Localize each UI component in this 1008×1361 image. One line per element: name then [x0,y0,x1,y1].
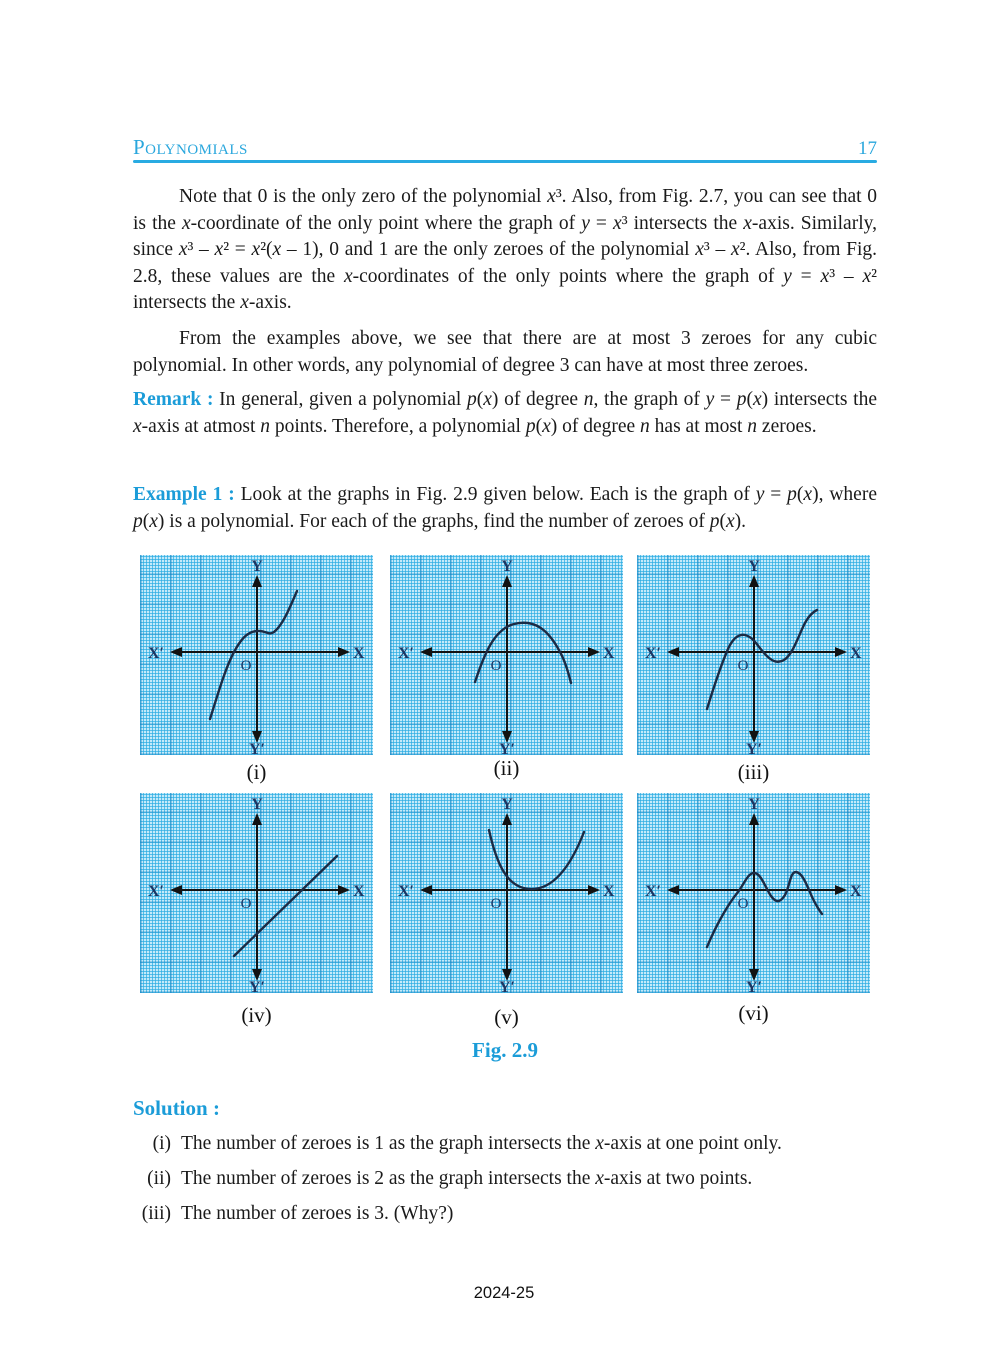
arrow-right-icon [338,885,350,895]
paragraph-example [133,482,877,535]
x-neg-label: X′ [645,883,662,900]
arrow-right-icon [835,647,847,657]
arrow-left-icon [170,647,182,657]
x-neg-label: X′ [148,645,165,662]
paragraph-intro-1: Note that 0 is the only zero of the polynomial x³. Also, from Fig. 2.7, you can see that 0 is the x-coordinate of the only point where the graph of y = x³ intersects the x-axis. Similarly, since x³ – x² = x²(x – 1), 0 and 1 are the only zeroes of the polynomial x³ – x². Also, from Fig. 2.8, these values are the x-coordinates of the only points where the graph of y = x³ – x² intersects the x-axis. [133,186,878,313]
solution-item [133,1201,893,1227]
y-pos-label: Y [501,796,513,813]
graph-caption-i: (i) [246,760,267,784]
curve-path [707,872,822,947]
arrow-right-icon [835,885,847,895]
x-neg-label: X′ [398,645,415,662]
graph-v [390,793,623,993]
solution-item-text: The number of zeroes is 3. (Why?) [181,1203,454,1224]
origin-label: O [737,896,749,912]
arrow-left-icon [667,647,679,657]
figure-caption: Fig. 2.9 [472,1038,538,1062]
y-pos-label: Y [748,558,760,575]
graph-iv [140,793,373,993]
paragraph-intro-2: From the examples above, we see that there are at most 3 zeroes for any cubic polynomial. In other words, any polynomial of degree 3 can have at most three zeroes. [133,328,877,376]
solution-label: Solution : [133,1096,220,1120]
x-neg-label: X′ [148,883,165,900]
arrow-left-icon [420,885,432,895]
origin-label: O [240,896,252,912]
x-pos-label: X [603,883,615,900]
x-pos-label: X [353,645,365,662]
footer-session-year: 2024-25 [473,1284,535,1302]
x-pos-label: X [353,883,365,900]
graph-ii [390,555,623,755]
page-number: 17 [858,138,877,159]
y-neg-label: Y′ [745,979,763,993]
graph-vi [637,793,870,993]
curve-path [489,830,584,889]
chapter-title: Polynomials [133,135,248,159]
solution-item [133,1166,893,1192]
origin-label: O [240,658,252,674]
y-pos-label: Y [251,796,263,813]
paragraph-remark [133,387,877,440]
arrow-left-icon [667,885,679,895]
x-neg-label: X′ [645,645,662,662]
solution-item-text: The number of zeroes is 1 as the graph intersects the x-axis at one point only. [181,1133,782,1154]
graph-caption-ii: (ii) [493,756,520,780]
y-pos-label: Y [501,558,513,575]
arrow-left-icon [420,647,432,657]
x-pos-label: X [850,645,862,662]
solution-item-number: (iii) [141,1203,171,1224]
arrow-up-icon [502,575,512,587]
arrow-up-icon [252,575,262,587]
solution-item [133,1131,893,1157]
arrow-right-icon [588,647,600,657]
y-pos-label: Y [251,558,263,575]
y-neg-label: Y′ [248,979,266,993]
arrow-up-icon [252,813,262,825]
arrow-up-icon [749,575,759,587]
page-header [133,135,877,160]
example-text: Look at the graphs in Fig. 2.9 given below. Each is the graph of y = p(x), where p(x) is a polynomial. For each of the graphs, find the number of zeroes of p(x). [133,484,877,532]
x-pos-label: X [603,645,615,662]
graph-caption-vi: (vi) [738,1001,769,1025]
x-neg-label: X′ [398,883,415,900]
origin-label: O [737,658,749,674]
solution-item-text: The number of zeroes is 2 as the graph intersects the x-axis at two points. [181,1168,753,1189]
arrow-left-icon [170,885,182,895]
arrow-right-icon [338,647,350,657]
graph-i [140,555,373,755]
y-neg-label: Y′ [248,741,266,755]
arrow-right-icon [588,885,600,895]
curve-path [210,591,297,719]
graph-caption-iv: (iv) [241,1003,272,1027]
solution-item-number: (i) [152,1133,171,1154]
arrow-up-icon [749,813,759,825]
graph-caption-iii: (iii) [737,760,770,784]
origin-label: O [490,658,502,674]
graph-iii [637,555,870,755]
x-pos-label: X [850,883,862,900]
header-rule [133,160,877,163]
y-neg-label: Y′ [745,741,763,755]
origin-label: O [490,896,502,912]
graph-caption-v: (v) [494,1005,519,1029]
y-neg-label: Y′ [498,741,516,755]
example-label: Example 1 : [133,484,235,505]
solution-item-number: (ii) [147,1168,171,1189]
remark-text: In general, given a polynomial p(x) of degree n, the graph of y = p(x) intersects the x-axis at atmost n points. Therefore, a polynomial p(x) of degree n has at most n zeroes. [133,389,877,437]
remark-label: Remark : [133,389,214,410]
arrow-up-icon [502,813,512,825]
y-pos-label: Y [748,796,760,813]
y-neg-label: Y′ [498,979,516,993]
curve-path [707,610,817,709]
